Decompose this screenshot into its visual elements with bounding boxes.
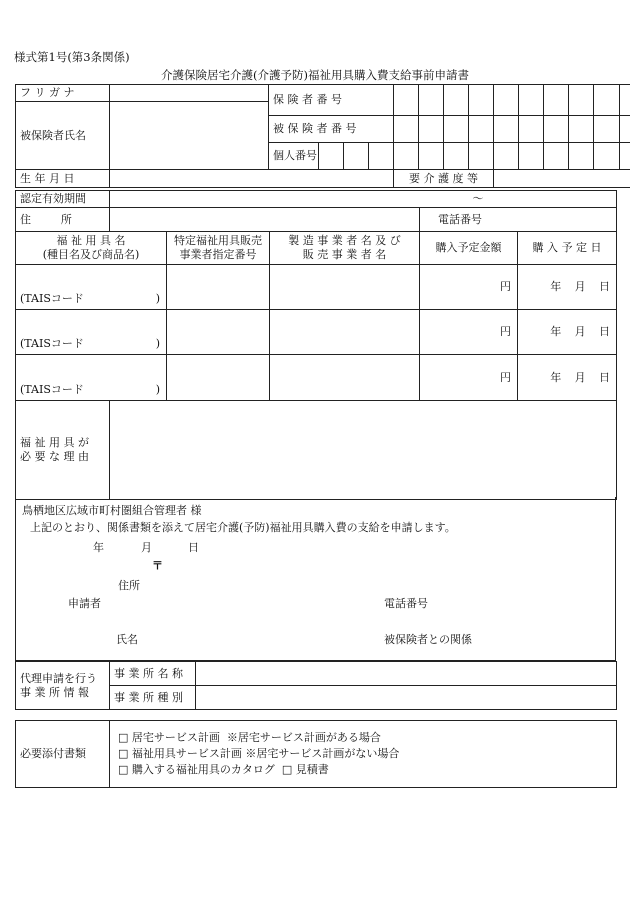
equipment-name-cell[interactable]: (TAISコード ) — [16, 310, 167, 355]
birth-date-label: 生 年 月 日 — [16, 170, 110, 188]
vendor-number-cell[interactable] — [167, 310, 270, 355]
insurer-number-label: 保 険 者 番 号 — [269, 85, 394, 116]
price-cell[interactable]: 円 — [420, 310, 518, 355]
equipment-name-cell[interactable]: (TAISコード ) — [16, 355, 167, 401]
valid-period-label: 認定有効期間 — [16, 191, 110, 208]
applicant-address-label: 住所 — [118, 579, 140, 592]
equipment-row — [16, 265, 617, 310]
equipment-table — [15, 231, 617, 500]
application-box — [15, 497, 616, 661]
office-type-label: 事 業 所 種 別 — [110, 686, 196, 710]
reason-field[interactable] — [110, 401, 617, 500]
applicant-name-label: 氏名 — [116, 633, 138, 646]
furigana-field[interactable] — [110, 85, 269, 102]
attachments-list — [110, 721, 617, 788]
insured-name-field[interactable] — [110, 102, 269, 170]
equipment-row — [16, 355, 617, 401]
valid-period-field[interactable] — [110, 191, 617, 208]
attachments-label: 必要添付書類 — [16, 721, 110, 788]
tais-code-label: (TAISコード — [20, 337, 84, 351]
applicant-phone-label: 電話番号 — [384, 597, 428, 610]
date-year: 年 — [93, 541, 104, 554]
valid-period-separator: 〜 — [472, 192, 484, 206]
application-statement: 上記のとおり、関係書類を添えて居宅介護(予防)福祉用具購入費の支給を申請します。 — [30, 521, 456, 534]
tais-code-label: (TAISコード — [20, 383, 84, 397]
insured-number-cell[interactable] — [519, 116, 544, 143]
furigana-label: フ リ ガ ナ — [16, 85, 110, 102]
office-type-field[interactable] — [196, 686, 617, 710]
address-field[interactable] — [110, 208, 420, 232]
price-cell[interactable]: 円 — [420, 355, 518, 401]
date-cell[interactable]: 年 月 日 — [518, 310, 617, 355]
header-planned-date: 購 入 予 定 日 — [518, 232, 617, 265]
date-day: 日 — [188, 541, 199, 554]
attachment-care-plan-checkbox[interactable]: □ 居宅サービス計画 ※居宅サービス計画がある場合 — [118, 731, 381, 745]
maker-seller-cell[interactable] — [270, 265, 420, 310]
tais-code-label: (TAISコード — [20, 292, 84, 306]
personal-number-label: 個人番号 — [269, 143, 319, 170]
agent-office-label: 代理申請を行う 事 業 所 情 報 — [16, 662, 110, 710]
validity-address-table — [15, 190, 617, 232]
office-name-label: 事 業 所 名 称 — [110, 662, 196, 686]
price-cell[interactable]: 円 — [420, 265, 518, 310]
postal-mark: 〒 — [152, 559, 163, 572]
insurer-number-cell[interactable] — [519, 85, 544, 116]
phone-cell[interactable] — [420, 208, 617, 232]
date-cell[interactable]: 年 月 日 — [518, 265, 617, 310]
form-number: 様式第1号(第3条関係) — [14, 50, 130, 64]
attachments-table — [15, 720, 617, 788]
header-maker-seller: 製 造 事 業 者 名 及 び 販 売 事 業 者 名 — [270, 232, 420, 265]
addressee: 鳥栖地区広域市町村圏組合管理者 様 — [22, 504, 202, 517]
insured-info-table — [15, 84, 630, 188]
applicant-label: 申請者 — [68, 597, 101, 610]
insured-name-label: 被保険者氏名 — [16, 102, 110, 170]
header-vendor-number: 特定福祉用具販売 事業者指定番号 — [167, 232, 270, 265]
date-month: 月 — [141, 541, 152, 554]
phone-label: 電話番号 — [438, 212, 482, 226]
birth-date-field[interactable] — [110, 170, 394, 188]
reason-label: 福 祉 用 具 が 必 要 な 理 由 — [16, 401, 110, 500]
form-title: 介護保険居宅介護(介護予防)福祉用具購入費支給事前申請書 — [161, 68, 469, 82]
maker-seller-cell[interactable] — [270, 310, 420, 355]
personal-number-cell[interactable] — [494, 143, 519, 170]
attachment-equipment-plan-checkbox[interactable]: □ 福祉用具サービス計画 ※居宅サービス計画がない場合 — [118, 747, 400, 761]
address-label: 住 所 — [16, 208, 110, 232]
relation-label: 被保険者との関係 — [384, 633, 472, 646]
vendor-number-cell[interactable] — [167, 355, 270, 401]
attachment-catalog-estimate-checkbox[interactable]: □ 購入する福祉用具のカタログ □ 見積書 — [118, 762, 329, 776]
care-level-field[interactable] — [494, 170, 630, 188]
header-planned-price: 購入予定金額 — [420, 232, 518, 265]
office-name-field[interactable] — [196, 662, 617, 686]
equipment-row — [16, 310, 617, 355]
equipment-name-cell[interactable]: (TAISコード ) — [16, 265, 167, 310]
agent-office-table — [15, 661, 617, 710]
maker-seller-cell[interactable] — [270, 355, 420, 401]
vendor-number-cell[interactable] — [167, 265, 270, 310]
date-cell[interactable]: 年 月 日 — [518, 355, 617, 401]
insured-number-label: 被 保 険 者 番 号 — [269, 116, 394, 143]
header-equipment-name: 福 祉 用 具 名 (種目名及び商品名) — [16, 232, 167, 265]
care-level-label: 要 介 護 度 等 — [394, 170, 494, 188]
